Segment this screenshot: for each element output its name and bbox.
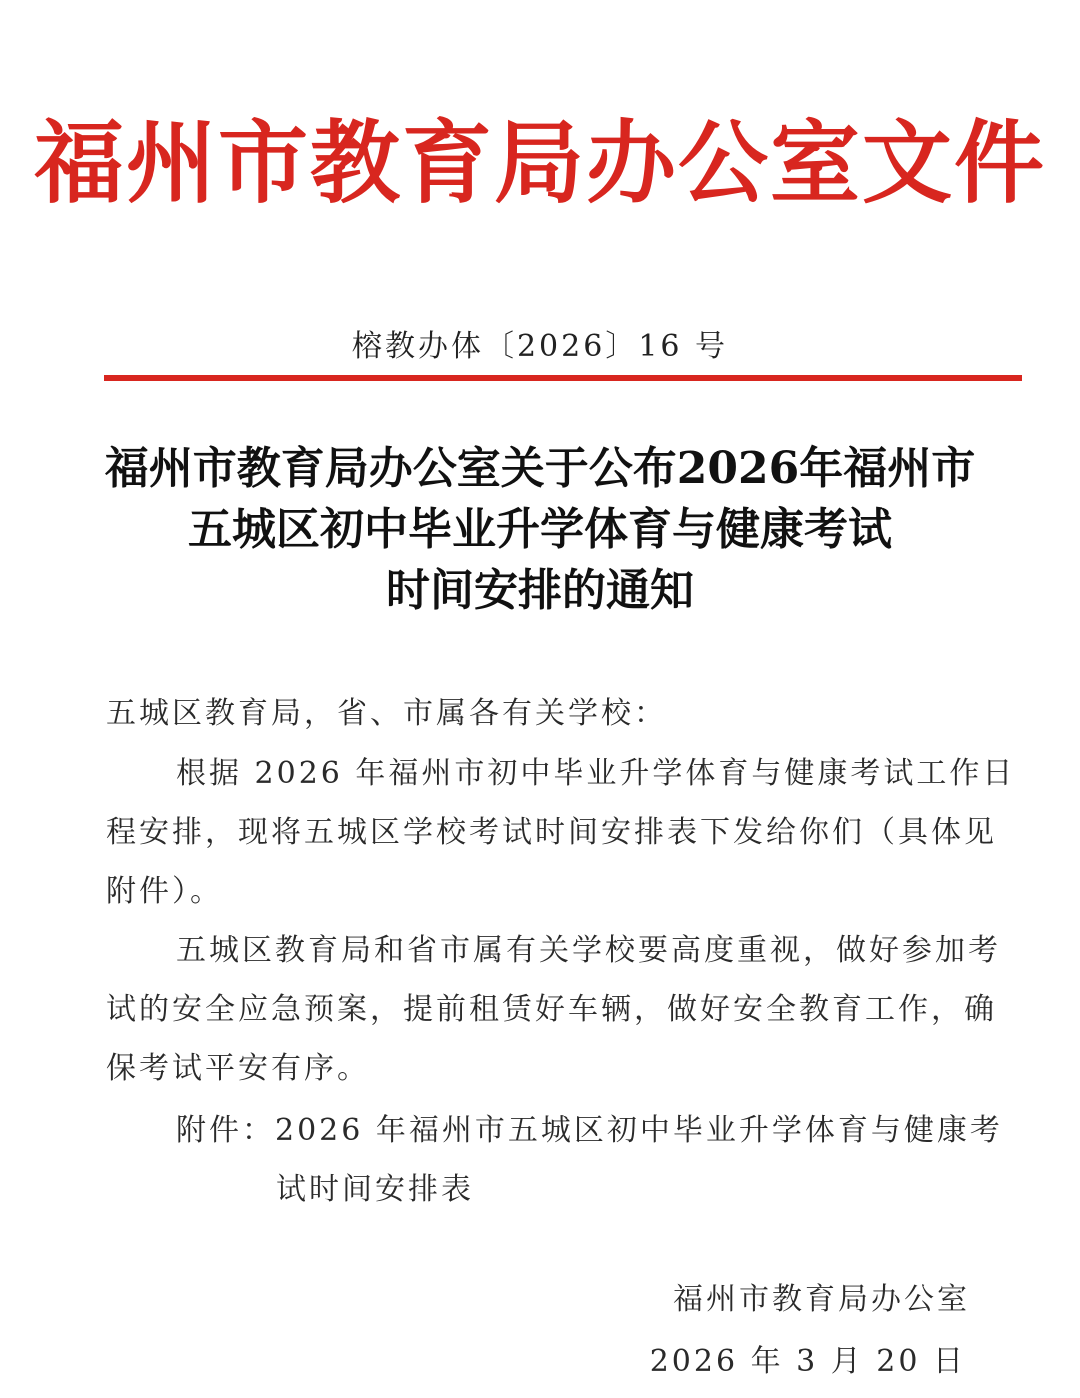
document-title [0, 438, 1080, 621]
salutation: 五城区教育局，省、市属各有关学校： [106, 696, 667, 731]
paragraph-2-line-1: 五城区教育局和省市属有关学校要高度重视，做好参加考 [176, 933, 1001, 968]
signature: 福州市教育局办公室 [673, 1282, 970, 1317]
title-line-3: 时间安排的通知 [386, 565, 694, 616]
title-line-2: 五城区初中毕业升学体育与健康考试 [188, 504, 892, 555]
paragraph-1-line-3: 附件）。 [106, 874, 223, 909]
document-number: 榕教办体〔2026〕16 号 [351, 329, 729, 364]
red-divider [104, 375, 1022, 381]
issuer-heading: 福州市教育局办公室文件 [34, 110, 1046, 216]
attachment-line-1: 附件：2026 年福州市五城区初中毕业升学体育与健康考 [176, 1113, 1003, 1148]
title-line-1: 福州市教育局办公室关于公布2026年福州市 [104, 443, 976, 494]
paragraph-1-line-1: 根据 2026 年福州市初中毕业升学体育与健康考试工作日 [176, 756, 1016, 791]
paragraph-2-line-2: 试的安全应急预案，提前租赁好车辆，做好安全教育工作，确 [106, 992, 997, 1027]
paragraph-2-line-3: 保考试平安有序。 [106, 1051, 370, 1086]
attachment-line-2: 试时间安排表 [276, 1172, 474, 1207]
paragraph-1-line-2: 程安排，现将五城区学校考试时间安排表下发给你们（具体见 [106, 815, 997, 850]
issue-date: 2026 年 3 月 20 日 [649, 1344, 966, 1379]
